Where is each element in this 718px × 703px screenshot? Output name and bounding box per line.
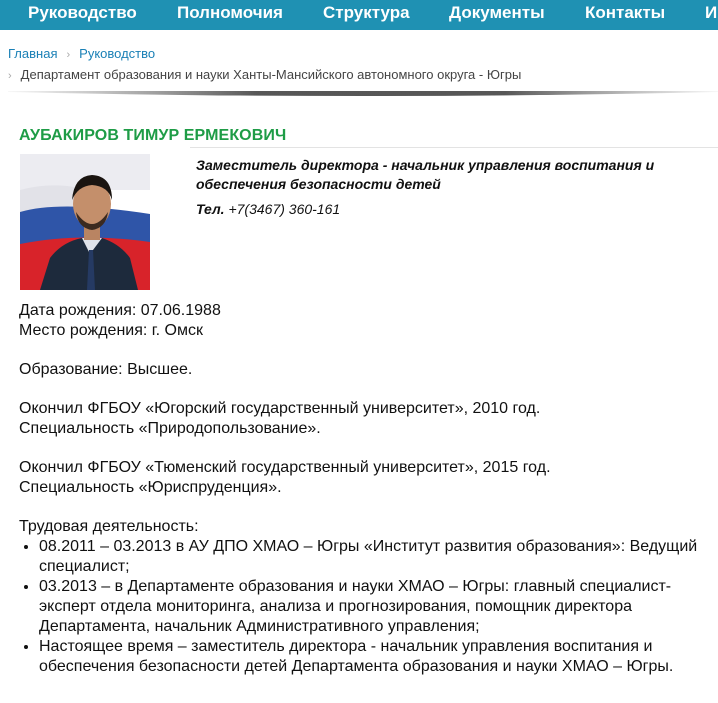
- chevron-right-icon: ›: [8, 70, 12, 82]
- education-1-university: Окончил ФГБОУ «Югорский государственный университет», 2010 год.: [19, 400, 541, 417]
- breadcrumb: [8, 44, 521, 86]
- nav-item-structure[interactable]: Структура: [323, 3, 410, 22]
- education-2-university: Окончил ФГБОУ «Тюменский государственный университет», 2015 год.: [19, 459, 551, 476]
- education-2-specialty: Специальность «Юриспруденция».: [19, 479, 282, 496]
- breadcrumb-current: Департамент образования и науки Ханты-Мансийского автономного округа - Югры: [20, 67, 522, 82]
- breadcrumb-section-link[interactable]: Руководство: [79, 46, 156, 61]
- breadcrumb-home-link[interactable]: Главная: [8, 46, 58, 61]
- nav-item-leadership[interactable]: Руководство: [28, 3, 137, 22]
- person-phone: [196, 201, 340, 217]
- header-divider: [8, 91, 718, 99]
- nav-item-more[interactable]: И: [705, 3, 718, 22]
- work-heading: Трудовая деятельность:: [19, 518, 199, 535]
- list-item: • 08.2011 – 03.2013 в АУ ДПО ХМАО – Югры «Институт развития образования»: Ведущий специалист;: [39, 537, 709, 577]
- person-position: Заместитель директора - начальник управления воспитания и обеспечения безопасности детей: [196, 157, 655, 192]
- phone-label: Тел.: [196, 201, 225, 217]
- chevron-right-icon: ›: [66, 49, 71, 61]
- nav-item-contacts[interactable]: Контакты: [585, 3, 666, 22]
- education-1-specialty: Специальность «Природопользование».: [19, 420, 321, 437]
- phone-value: +7(3467) 360-161: [228, 201, 341, 217]
- work-history-list: [19, 537, 709, 677]
- birth-place: Место рождения: г. Омск: [19, 322, 203, 339]
- education: Образование: Высшее.: [19, 361, 193, 378]
- list-item: • 03.2013 – в Департаменте образования и науки ХМАО – Югры: главный специалист-эксперт отдела мониторинга, анализа и прогнозирования, помощник директора Департамента, начальник Административного управления;: [39, 577, 709, 637]
- person-name: АУБАКИРОВ ТИМУР ЕРМЕКОВИЧ: [19, 127, 287, 144]
- nav-item-powers[interactable]: Полномочия: [177, 3, 283, 22]
- person-photo: [20, 154, 150, 290]
- birth-date: Дата рождения: 07.06.1988: [19, 302, 221, 319]
- title-underline: [190, 147, 718, 148]
- top-navigation: [0, 0, 718, 30]
- biography: [19, 301, 709, 677]
- list-item: • Настоящее время – заместитель директора - начальник управления воспитания и обеспечения безопасности детей Департамента образования и науки ХМАО – Югры.: [39, 637, 709, 677]
- nav-item-documents[interactable]: Документы: [449, 3, 545, 22]
